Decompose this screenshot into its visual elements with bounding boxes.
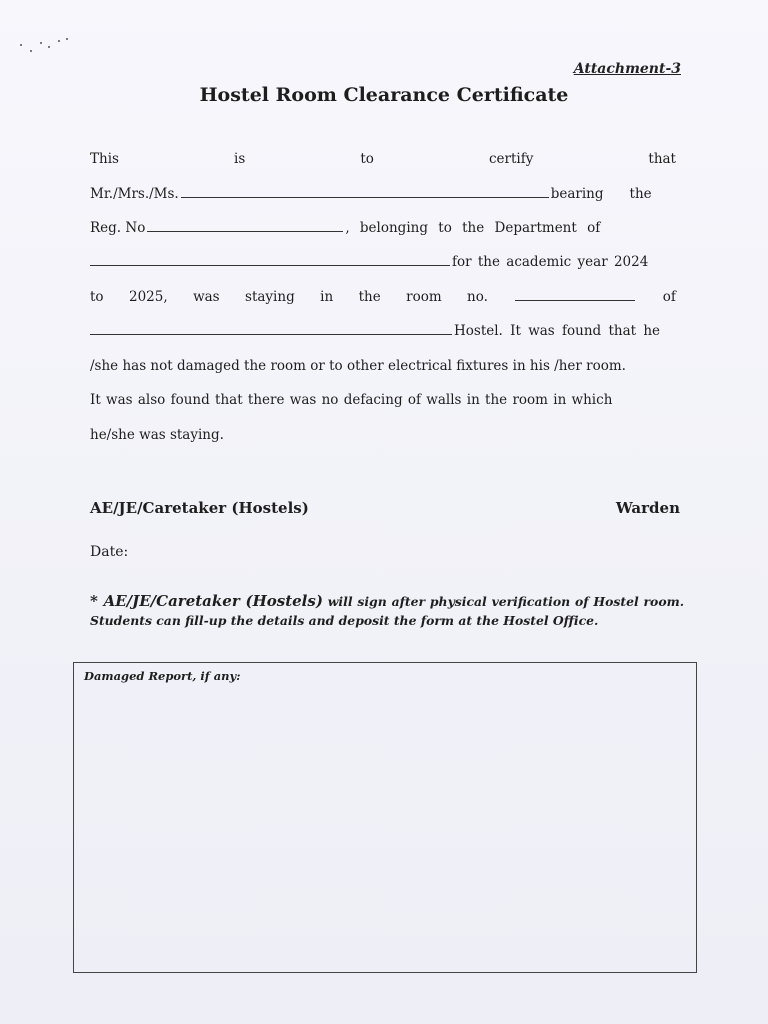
name-field[interactable]	[181, 196, 549, 198]
staying-statement: he/she was staying.	[90, 427, 224, 443]
word: is	[234, 151, 246, 167]
word: This	[90, 151, 119, 167]
reg-line	[90, 220, 676, 236]
hostel-field[interactable]	[90, 333, 452, 335]
academic-year-text: for the academic year 2024	[452, 254, 649, 270]
word: no.	[467, 289, 488, 305]
room-line	[90, 289, 676, 305]
room-no-field[interactable]	[515, 299, 635, 301]
word: bearing	[550, 186, 604, 202]
damage-statement: /she has not damaged the room or to other electrical fixtures in his /her room.	[90, 358, 626, 374]
name-prefix: Mr./Mrs./Ms.	[90, 186, 179, 202]
word: to	[360, 151, 374, 167]
word: that	[648, 151, 676, 167]
department-text: , belonging to the Department of	[345, 220, 601, 236]
instruction-note	[90, 592, 684, 630]
word: was	[193, 289, 220, 305]
warden-signature-label: Warden	[615, 499, 680, 517]
date-label: Date:	[90, 544, 129, 560]
word: 2025,	[128, 289, 168, 305]
reg-prefix: Reg. No	[90, 220, 146, 236]
scan-specks	[18, 36, 78, 56]
note-lead: * AE/JE/Caretaker (Hostels)	[90, 592, 323, 610]
department-line	[90, 254, 676, 270]
caretaker-signature-label: AE/JE/Caretaker (Hostels)	[90, 499, 309, 517]
hostel-line	[90, 323, 676, 339]
word: the	[358, 289, 381, 305]
reg-no-field[interactable]	[147, 230, 343, 232]
word: certify	[488, 151, 534, 167]
damaged-report-label: Damaged Report, if any:	[84, 669, 241, 683]
defacing-statement: It was also found that there was no defacing of walls in the room in which	[90, 392, 613, 408]
word: staying	[245, 289, 295, 305]
word: the	[629, 186, 652, 202]
certify-line	[90, 151, 676, 167]
department-field[interactable]	[90, 264, 450, 266]
word: in	[320, 289, 334, 305]
page-title: Hostel Room Clearance Certificate	[199, 84, 569, 106]
word: to	[90, 289, 104, 305]
hostel-text: Hostel. It was found that he	[454, 323, 661, 339]
word: room	[406, 289, 442, 305]
name-line	[90, 186, 676, 202]
damaged-report-box[interactable]	[73, 662, 697, 973]
attachment-label: Attachment-3	[573, 61, 681, 77]
note-text: will sign after physical verification of Hostel room. Students can fill-up the details and deposit the form at the Hostel Office.	[90, 594, 685, 628]
word: of	[662, 289, 676, 305]
